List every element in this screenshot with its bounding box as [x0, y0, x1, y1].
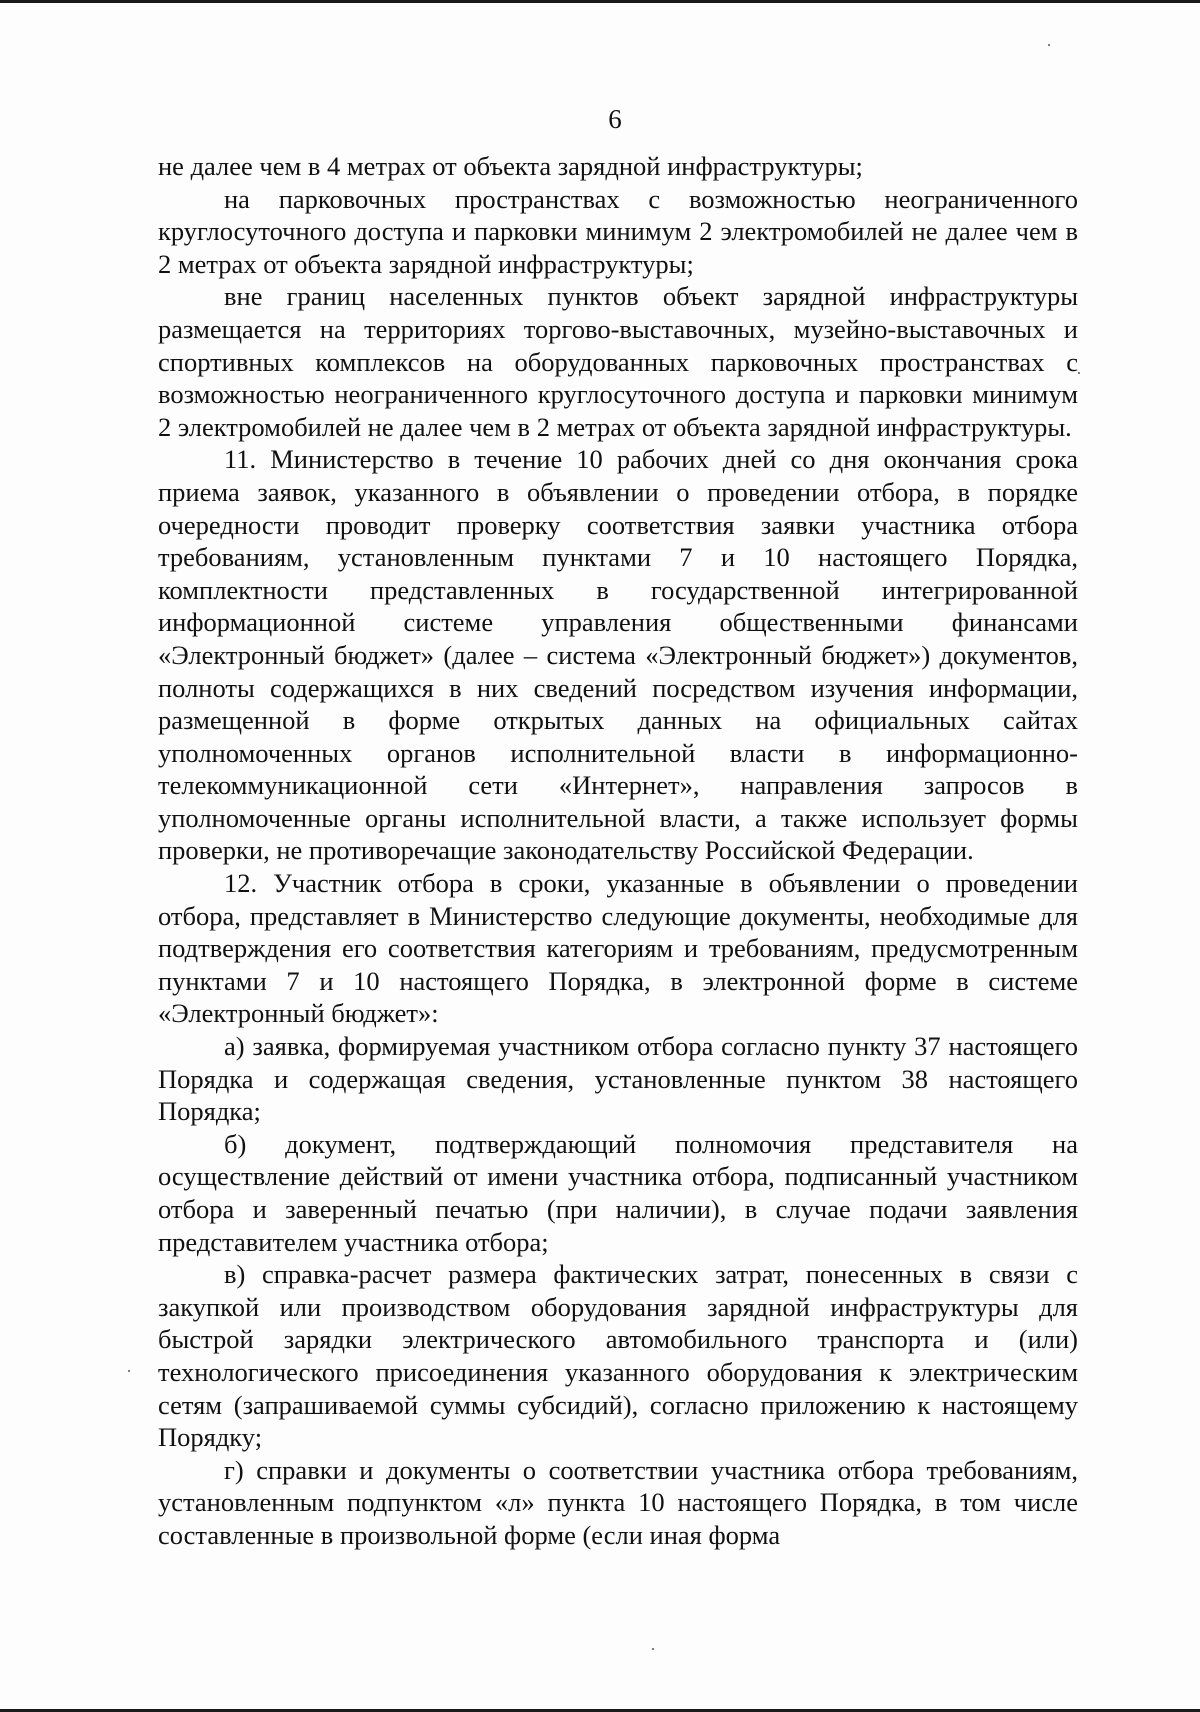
- paragraph-continuation: не далее чем в 4 метрах от объекта зарядной инфраструктуры;: [158, 151, 863, 181]
- scan-speck: [128, 1370, 130, 1372]
- paragraph-subitem-v: в) справка-расчет размера фактических затрат, понесенных в связи с закупкой или производством оборудования зарядной инфраструктуры для быстрой зарядки электрического автомобильного транспорта и (или) технологического присоединения указанного оборудования к электрическим сетям (запрашиваемой суммы субсидий), согласно приложению к настоящему Порядку;: [158, 1259, 1078, 1453]
- page-number: 6: [608, 104, 622, 134]
- scan-speck: [652, 1648, 654, 1650]
- paragraph-subitem-a: а) заявка, формируемая участником отбора согласно пункту 37 настоящего Порядка и содержащая сведения, установленные пунктом 38 настоящего Порядка;: [158, 1031, 1078, 1127]
- scan-top-edge: [0, 0, 1200, 3]
- paragraph-item-12: 12. Участник отбора в сроки, указанные в объявлении о проведении отбора, представляет в Министерство следующие документы, необходимые для подтверждения его соответствия категориям и требованиям, предусмотренным пунктами 7 и 10 настоящего Порядка, в электронной форме в системе «Электронный бюджет»:: [158, 868, 1078, 1029]
- paragraph-subitem-b: б) документ, подтверждающий полномочия представителя на осуществление действий от имени участника отбора, подписанный участником отбора и заверенный печатью (при наличии), в случае подачи заявления представителем участника отбора;: [158, 1128, 1078, 1257]
- paragraph-item-11: 11. Министерство в течение 10 рабочих дней со дня окончания срока приема заявок, указанного в объявлении о проведении отбора, в порядке очередности проводит проверку соответствия заявки участника отбора требованиям, установленным пунктами 7 и 10 настоящего Порядка, комплектности представленных в государственной интегрированной информационной системе управления общественными финансами «Электронный бюджет» (далее – система «Электронный бюджет») документов, полноты содержащихся в них сведений посредством изучения информации, размещенной в форме открытых данных на официальных сайтах уполномоченных органов исполнительной власти в информационно-телекоммуникационной сети «Интернет», направления запросов в уполномоченные органы исполнительной власти, а также использует формы проверки, не противоречащие законодательству Российской Федерации.: [158, 444, 1078, 866]
- paragraph-parking-spaces: на парковочных пространствах с возможностью неограниченного круглосуточного доступа и парковки минимум 2 электромобилей не далее чем в 2 метрах от объекта зарядной инфраструктуры;: [158, 183, 1078, 279]
- paragraph-subitem-g: г) справки и документы о соответствии участника отбора требованиям, установленным подпунктом «л» пункта 10 настоящего Порядка, в том числе составленные в произвольной форме (если иная форма: [158, 1454, 1078, 1550]
- scan-speck: [1078, 372, 1080, 374]
- scan-speck: [1048, 44, 1050, 46]
- paragraph-outside-settlements: вне границ населенных пунктов объект зарядной инфраструктуры размещается на территориях торгово-выставочных, музейно-выставочных и спортивных комплексов на оборудованных парковочных пространствах с возможностью неограниченного круглосуточного доступа и парковки минимум 2 электромобилей не далее чем в 2 метрах от объекта зарядной инфраструктуры.: [158, 281, 1078, 442]
- document-body: [158, 150, 1078, 1552]
